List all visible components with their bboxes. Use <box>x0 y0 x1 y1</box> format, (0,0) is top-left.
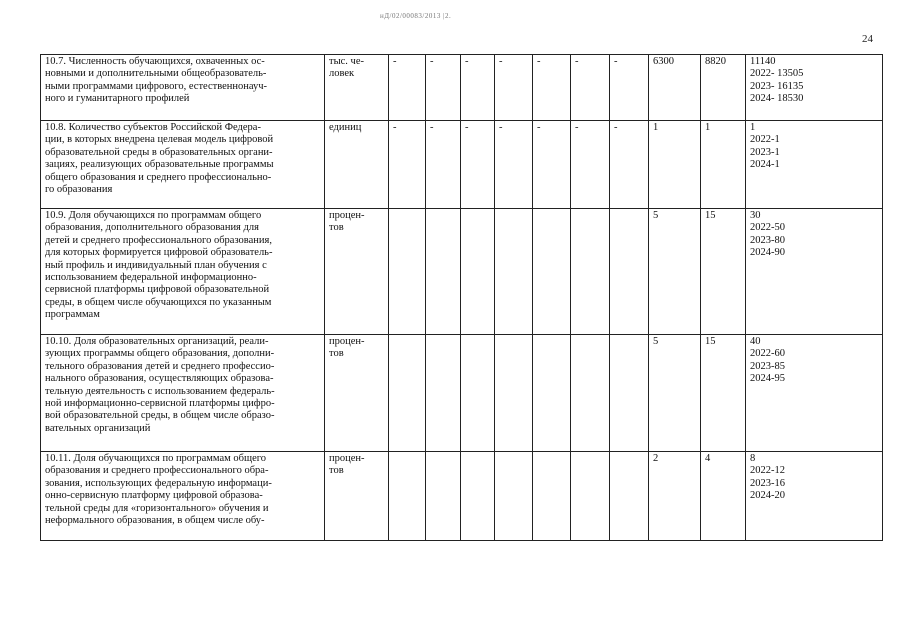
indicator-line: новными и дополнительными общеобразователь- <box>45 68 267 80</box>
target-line: 2022-60 <box>750 348 785 360</box>
value-cell-v2020 <box>701 335 746 452</box>
year-cell <box>426 209 461 335</box>
target-cell <box>746 452 883 541</box>
indicator-cell <box>41 335 325 452</box>
year-cell-value: - <box>393 122 397 133</box>
indicator-line: тельного образования детей и среднего профессио- <box>45 360 275 372</box>
year-cell-value: - <box>575 122 579 133</box>
indicator-line: вой образовательной среды, в общем числе образо- <box>45 410 275 422</box>
value-text: 8820 <box>705 56 726 67</box>
value-text: 1 <box>705 122 711 133</box>
indicator-cell <box>41 121 325 209</box>
year-cell <box>495 209 533 335</box>
unit-cell <box>325 335 389 452</box>
year-cell <box>610 452 649 541</box>
year-cell <box>610 209 649 335</box>
year-cell-value: - <box>614 122 618 133</box>
year-cell <box>495 335 533 452</box>
value-cell-v2020 <box>701 121 746 209</box>
indicator-line: сервисной платформы цифровой образовательной <box>45 284 270 296</box>
year-cell <box>533 209 571 335</box>
unit-cell <box>325 55 389 121</box>
value-text: 1 <box>653 122 659 133</box>
year-cell <box>610 55 649 121</box>
year-cell-value: - <box>465 122 469 133</box>
year-cell-value: - <box>499 56 503 67</box>
year-cell <box>426 55 461 121</box>
indicator-line: образовательной среды в образовательных органи- <box>45 146 273 158</box>
unit-line: тов <box>329 465 344 477</box>
value-text: 15 <box>705 210 716 221</box>
year-cell <box>495 55 533 121</box>
unit-line: тов <box>329 222 344 234</box>
year-cell <box>495 452 533 541</box>
indicator-line: ный профиль и индивидуальный план обучения с <box>45 259 267 271</box>
unit-line: процен- <box>329 210 365 221</box>
year-cell-value: - <box>430 122 434 133</box>
year-cell-value: - <box>430 56 434 67</box>
year-cell <box>461 55 495 121</box>
value-cell-v2019 <box>649 452 701 541</box>
year-cell-value: - <box>393 56 397 67</box>
indicator-line: 10.10. Доля образовательных организаций, реали- <box>45 336 269 347</box>
unit-line: тыс. че- <box>329 56 364 67</box>
year-cell-value: - <box>465 56 469 67</box>
target-line: 2023- 16135 <box>750 80 804 92</box>
year-cell <box>571 452 610 541</box>
target-line: 2023-80 <box>750 234 785 246</box>
year-cell <box>533 452 571 541</box>
year-cell <box>461 209 495 335</box>
indicator-line: образования, дополнительного образования для <box>45 222 259 234</box>
year-cell <box>389 335 426 452</box>
indicators-table <box>40 54 883 541</box>
table-row <box>41 209 883 335</box>
table-row <box>41 335 883 452</box>
document-stamp: нД/02/00083/2013 |2. <box>380 12 452 20</box>
value-cell-v2020 <box>701 55 746 121</box>
indicator-line: онно-сервисную платформу цифровой образова- <box>45 490 263 502</box>
indicator-line: ной информационно-сервисной платформы цифро- <box>45 398 275 410</box>
year-cell <box>533 121 571 209</box>
page-number: 24 <box>862 33 873 45</box>
unit-line: процен- <box>329 336 365 347</box>
indicator-line: 10.7. Численность обучающихся, охваченных ос- <box>45 56 265 67</box>
year-cell <box>461 121 495 209</box>
unit-line: процен- <box>329 453 365 464</box>
year-cell-value: - <box>537 56 541 67</box>
table-row <box>41 55 883 121</box>
target-line: 2023-1 <box>750 146 780 158</box>
indicator-cell <box>41 209 325 335</box>
year-cell <box>571 55 610 121</box>
year-cell <box>571 209 610 335</box>
indicator-line: среды, в общем числе обучающихся по указанным <box>45 296 272 308</box>
indicator-line: зующих программы общего образования, дополни- <box>45 348 275 360</box>
indicator-line: для которых формируется цифровой образователь- <box>45 247 273 259</box>
target-line: 2024-95 <box>750 373 785 385</box>
unit-cell <box>325 121 389 209</box>
year-cell <box>389 55 426 121</box>
table-row <box>41 452 883 541</box>
indicator-line: ными программами цифрового, естественнонауч- <box>45 80 268 92</box>
year-cell <box>571 335 610 452</box>
unit-cell <box>325 209 389 335</box>
year-cell <box>533 335 571 452</box>
indicator-line: программам <box>45 309 100 321</box>
indicator-line: неформального образования, в общем числе обу- <box>45 515 265 527</box>
indicator-line: детей и среднего профессионального образования, <box>45 234 272 246</box>
indicator-line: вательных организаций <box>45 422 151 434</box>
year-cell <box>461 452 495 541</box>
indicator-line: 10.8. Количество субъектов Российской Федера- <box>45 122 261 133</box>
target-line: 2022-50 <box>750 222 785 234</box>
target-line: 40 <box>750 336 761 347</box>
value-text: 4 <box>705 453 711 464</box>
unit-line: тов <box>329 348 344 360</box>
value-text: 5 <box>653 210 659 221</box>
value-cell-v2019 <box>649 209 701 335</box>
table-row <box>41 121 883 209</box>
year-cell <box>426 452 461 541</box>
target-line: 2024- 18530 <box>750 93 804 105</box>
indicator-cell <box>41 55 325 121</box>
year-cell <box>461 335 495 452</box>
indicator-line: 10.11. Доля обучающихся по программам общего <box>45 453 267 464</box>
value-cell-v2019 <box>649 121 701 209</box>
target-line: 2023-85 <box>750 360 785 372</box>
target-line: 2024-1 <box>750 159 780 171</box>
indicator-line: 10.9. Доля обучающихся по программам общего <box>45 210 262 221</box>
indicator-line: зациях, реализующих образовательные программы <box>45 159 274 171</box>
indicator-line: ного и гуманитарного профилей <box>45 93 190 105</box>
unit-cell <box>325 452 389 541</box>
target-line: 8 <box>750 453 756 464</box>
indicator-line: использованием федеральной информационно- <box>45 272 257 284</box>
value-text: 15 <box>705 336 716 347</box>
target-cell <box>746 335 883 452</box>
value-cell-v2019 <box>649 55 701 121</box>
year-cell <box>610 121 649 209</box>
year-cell <box>389 209 426 335</box>
target-line: 2023-16 <box>750 477 785 489</box>
target-line: 2024-90 <box>750 247 785 259</box>
target-cell <box>746 55 883 121</box>
value-cell-v2019 <box>649 335 701 452</box>
target-line: 2022-12 <box>750 465 785 477</box>
unit-line: единиц <box>329 122 362 133</box>
year-cell-value: - <box>614 56 618 67</box>
value-cell-v2020 <box>701 452 746 541</box>
target-line: 2022- 13505 <box>750 68 804 80</box>
indicator-line: нального образования, осуществляющих образова- <box>45 373 274 385</box>
value-cell-v2020 <box>701 209 746 335</box>
indicator-line: го образования <box>45 184 113 196</box>
year-cell-value: - <box>575 56 579 67</box>
target-line: 2024-20 <box>750 490 785 502</box>
year-cell-value: - <box>537 122 541 133</box>
value-text: 2 <box>653 453 659 464</box>
target-cell <box>746 209 883 335</box>
indicator-line: тельную деятельность с использованием федераль- <box>45 385 275 397</box>
indicator-line: ции, в которых внедрена целевая модель цифровой <box>45 134 274 146</box>
year-cell <box>426 121 461 209</box>
value-text: 5 <box>653 336 659 347</box>
indicator-line: образования и среднего профессионального обра- <box>45 465 269 477</box>
unit-line: ловек <box>329 68 355 80</box>
year-cell <box>389 121 426 209</box>
indicator-cell <box>41 452 325 541</box>
target-line: 30 <box>750 210 761 221</box>
indicator-line: тельной среды для «горизонтального» обучения и <box>45 502 269 514</box>
target-line: 2022-1 <box>750 134 780 146</box>
year-cell <box>389 452 426 541</box>
year-cell <box>495 121 533 209</box>
year-cell <box>533 55 571 121</box>
target-line: 11140 <box>750 56 776 67</box>
value-text: 6300 <box>653 56 674 67</box>
indicator-line: общего образования и среднего профессионально- <box>45 171 272 183</box>
year-cell <box>571 121 610 209</box>
year-cell-value: - <box>499 122 503 133</box>
target-cell <box>746 121 883 209</box>
target-line: 1 <box>750 122 756 133</box>
year-cell <box>610 335 649 452</box>
year-cell <box>426 335 461 452</box>
indicator-line: зования, использующих федеральную информаци- <box>45 477 272 489</box>
